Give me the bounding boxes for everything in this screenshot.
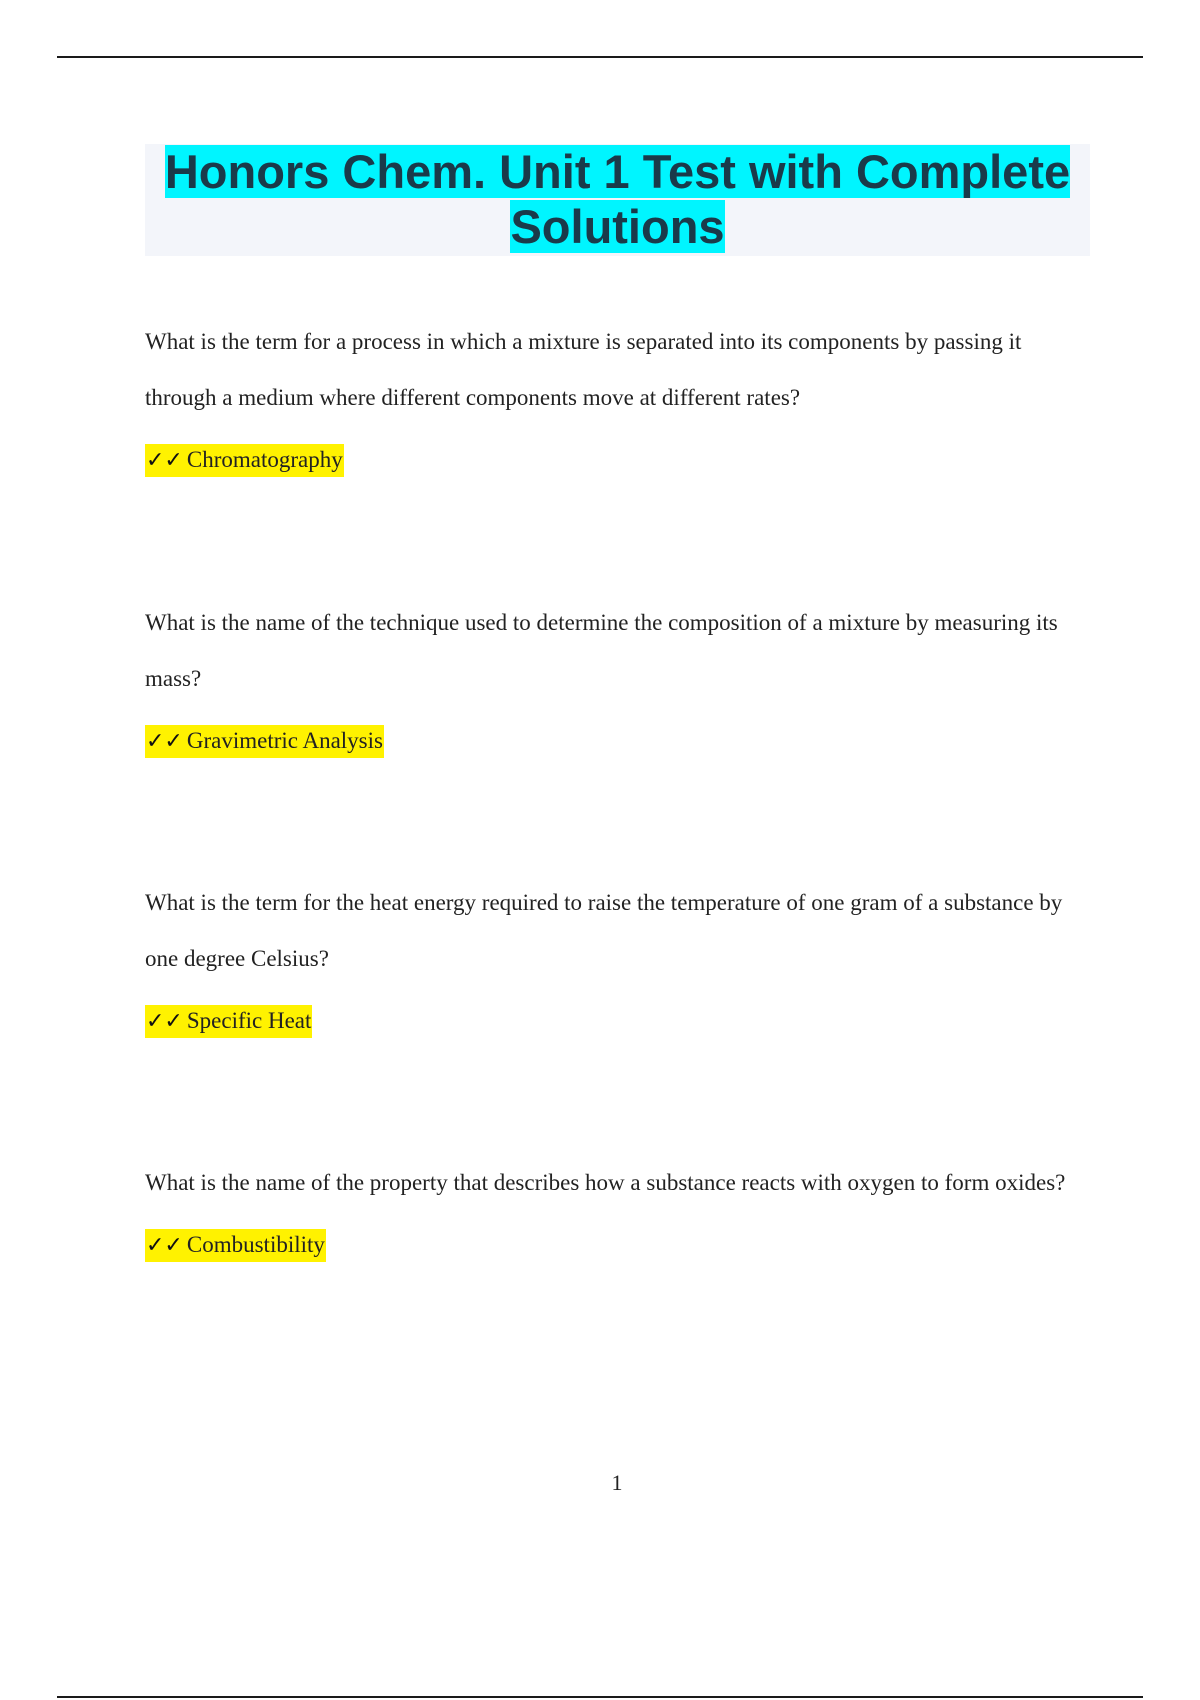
check-icon: ✓✓ bbox=[146, 1009, 183, 1034]
answer-highlight bbox=[145, 444, 344, 477]
title-line-2 bbox=[145, 199, 1090, 254]
answer-text: Specific Heat bbox=[186, 1008, 312, 1033]
answer-highlight bbox=[145, 725, 384, 758]
answer-highlight bbox=[145, 1229, 326, 1262]
answer-text: Combustibility bbox=[186, 1232, 325, 1257]
answer-highlight bbox=[145, 1005, 312, 1038]
qa-item-1 bbox=[145, 314, 1090, 476]
page-number: 1 bbox=[611, 1470, 623, 1495]
question-text: What is the term for a process in which a mixture is separated into its components by passing it through a medium where different components move at different rates? bbox=[145, 329, 1022, 410]
question-text: What is the term for the heat energy required to raise the temperature of one gram of a substance by one degree Celsius? bbox=[145, 890, 1063, 971]
qa-item-2 bbox=[145, 595, 1090, 757]
check-icon: ✓✓ bbox=[146, 729, 183, 754]
top-rule bbox=[57, 56, 1143, 58]
answer bbox=[145, 1005, 1090, 1037]
qa-item-3 bbox=[145, 875, 1090, 1037]
answer-text: Gravimetric Analysis bbox=[186, 728, 383, 753]
qa-item-4 bbox=[145, 1155, 1090, 1261]
question-text: What is the name of the property that describes how a substance reacts with oxygen to form oxides? bbox=[145, 1170, 1066, 1195]
answer bbox=[145, 444, 1090, 476]
question-text: What is the name of the technique used to determine the composition of a mixture by measuring its mass? bbox=[145, 610, 1058, 691]
title-line-1-text: Honors Chem. Unit 1 Test with Complete bbox=[164, 145, 1071, 198]
answer-text: Chromatography bbox=[186, 447, 343, 472]
title-line-1 bbox=[145, 144, 1090, 199]
answer bbox=[145, 725, 1090, 757]
check-icon: ✓✓ bbox=[146, 1233, 183, 1258]
title-line-2-text: Solutions bbox=[510, 200, 725, 253]
check-icon: ✓✓ bbox=[146, 448, 183, 473]
answer bbox=[145, 1229, 1090, 1261]
bottom-rule bbox=[57, 1696, 1143, 1698]
title-block bbox=[145, 144, 1090, 256]
